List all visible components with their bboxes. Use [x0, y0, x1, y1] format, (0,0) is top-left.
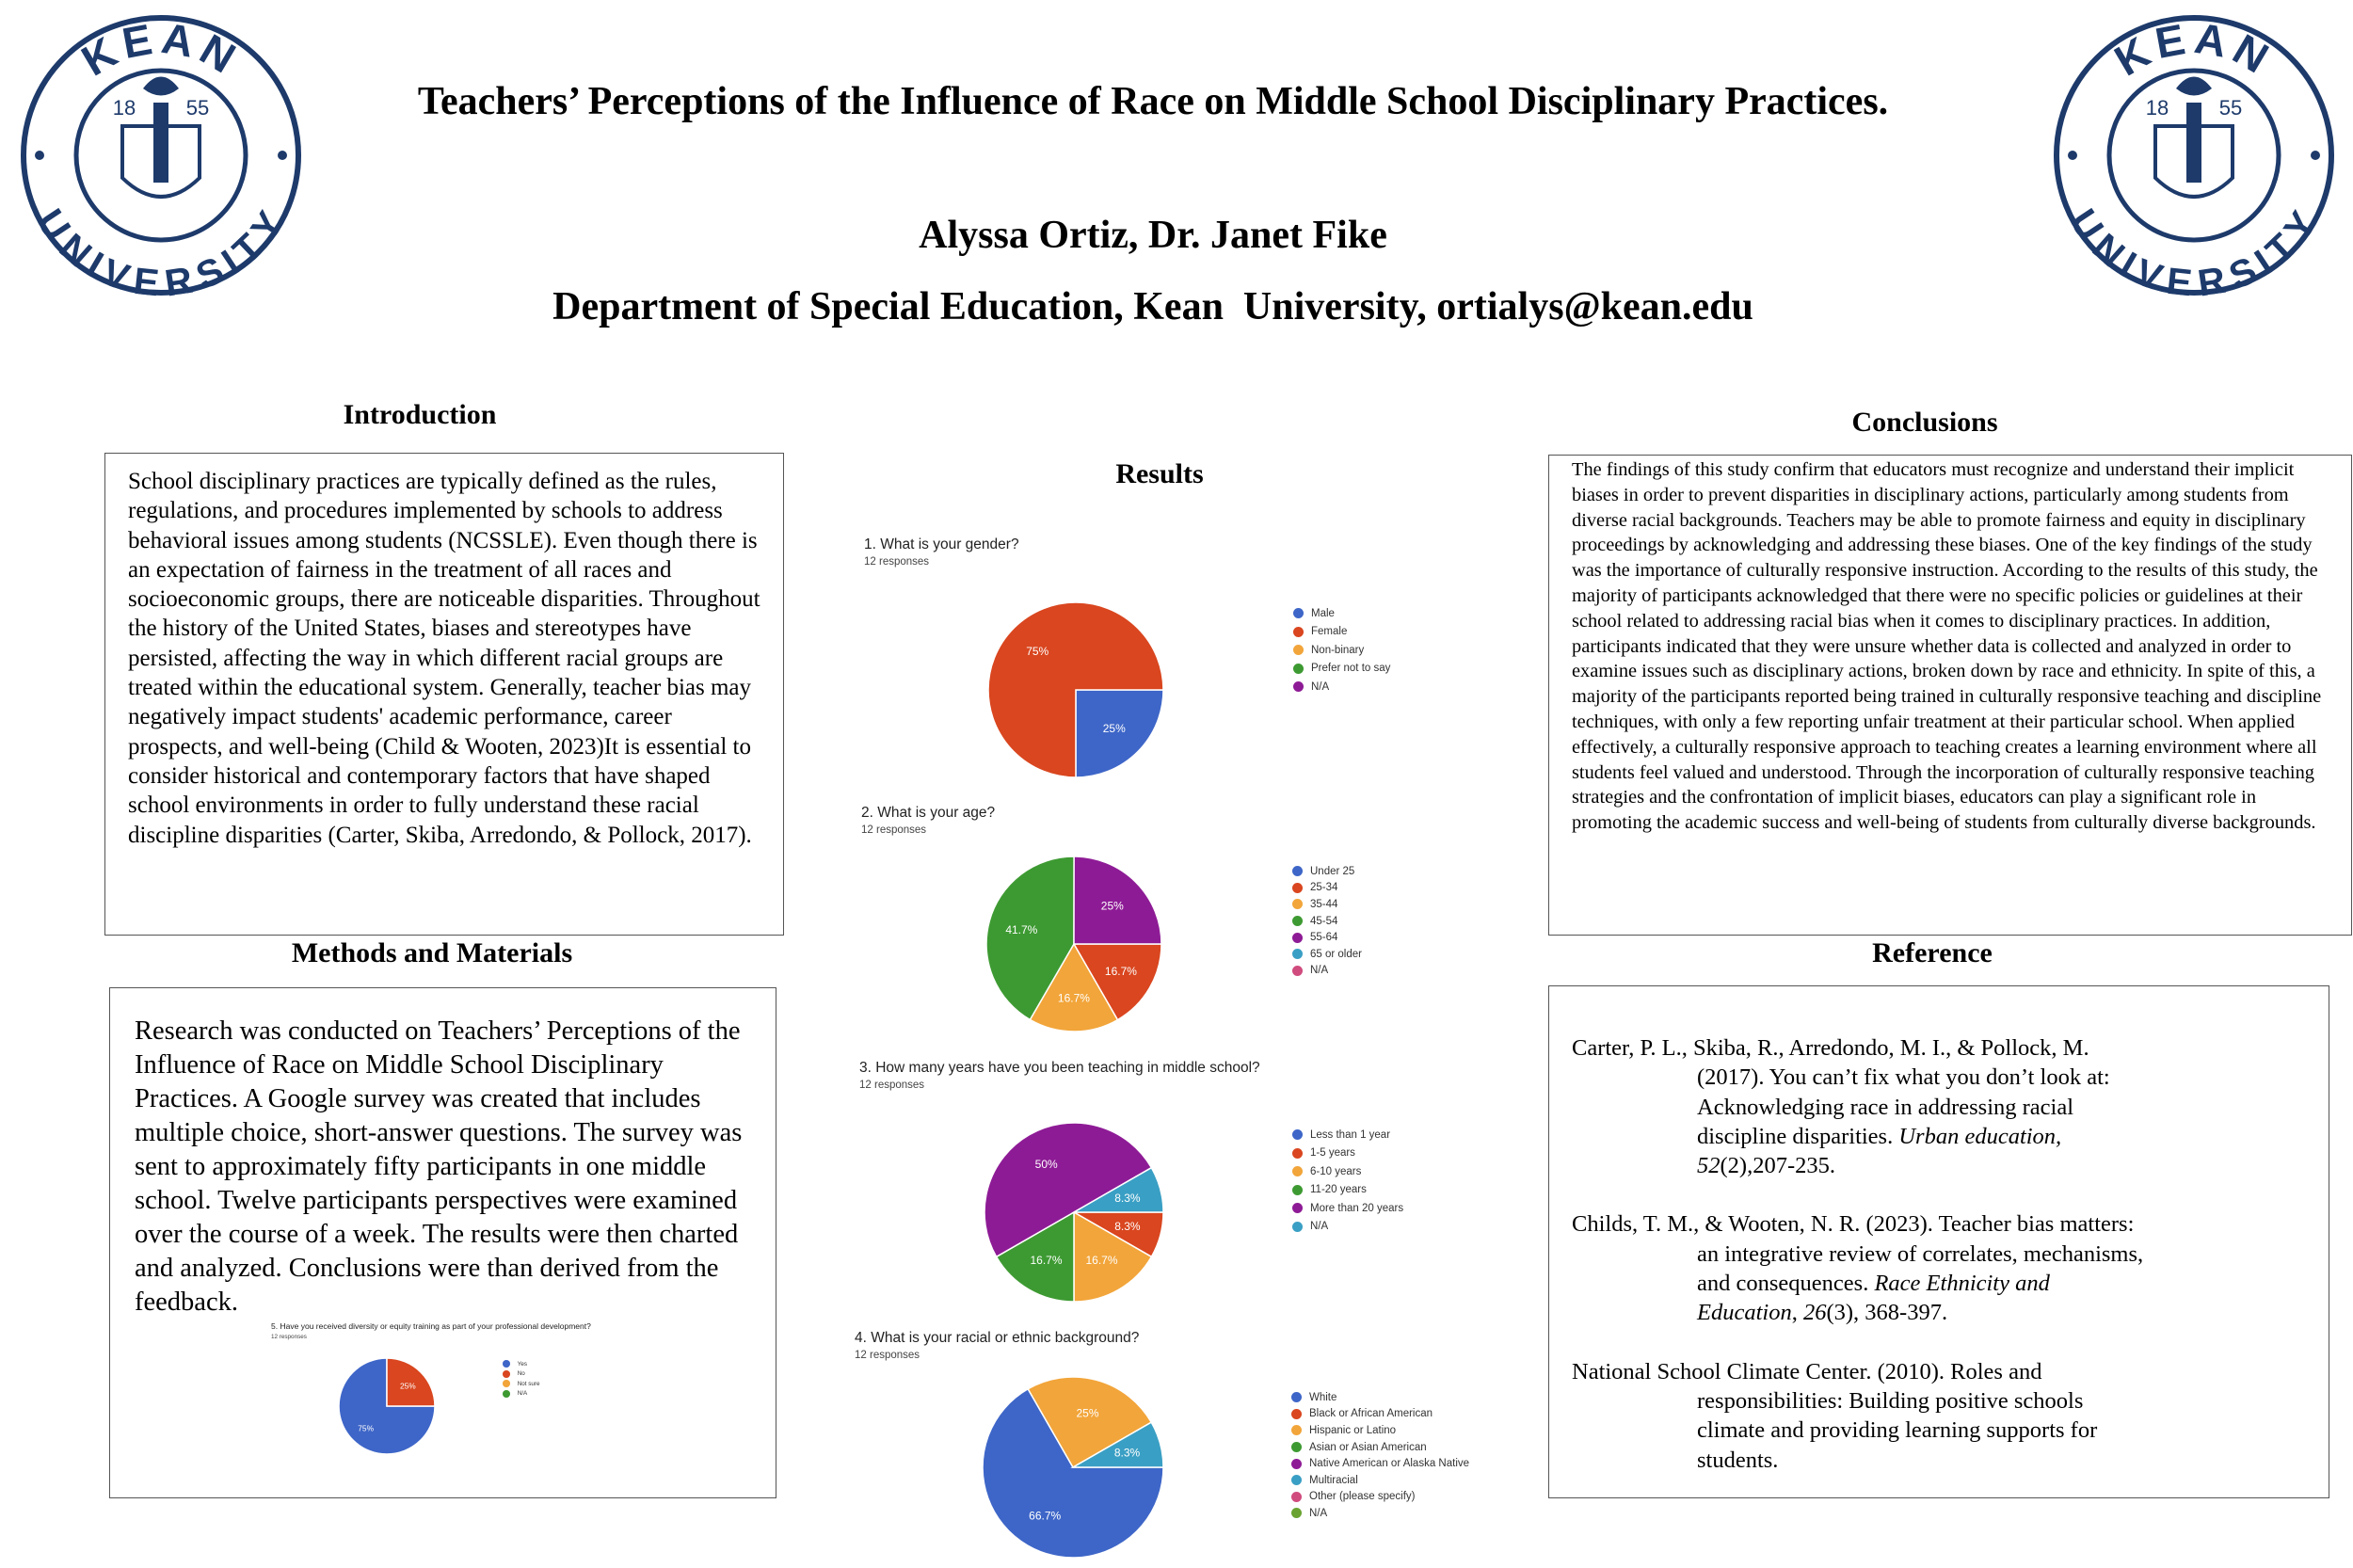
kean-university-logo-right — [2052, 13, 2336, 297]
legend-swatch-icon — [1291, 1425, 1302, 1435]
legend-item — [1293, 678, 1390, 696]
legend-label: Under 25 — [1310, 865, 1355, 877]
legend-swatch-icon — [1291, 1475, 1302, 1485]
conclusions-heading: Conclusions — [1851, 407, 1998, 438]
legend-item — [1292, 963, 1362, 980]
legend-item — [1291, 1422, 1469, 1439]
pie-slice-label: 25% — [1076, 1406, 1099, 1420]
legend-label: Native American or Alaska Native — [1309, 1458, 1470, 1470]
poster-authors: Alyssa Ortiz, Dr. Janet Fike — [919, 214, 1387, 257]
chart-q3 — [859, 1060, 1404, 1267]
legend-item — [1292, 946, 1362, 963]
pie-chart — [271, 1321, 444, 1464]
legend-item — [1291, 1406, 1469, 1423]
chart-q2 — [861, 805, 1362, 1005]
pie-slice-label: 16.7% — [1104, 964, 1137, 978]
legend-swatch-icon — [503, 1380, 510, 1387]
pie-slice-label: 16.7% — [1085, 1253, 1118, 1267]
pie-slice-label: 75% — [358, 1423, 375, 1433]
legend-item — [1292, 863, 1362, 880]
pie-slice-label: 25% — [399, 1381, 416, 1391]
legend-item — [1292, 929, 1362, 946]
introduction-heading: Introduction — [343, 399, 497, 430]
legend-label: N/A — [517, 1390, 528, 1398]
legend-swatch-icon — [1291, 1459, 1302, 1469]
legend-item — [1291, 1455, 1469, 1472]
legend-swatch-icon — [1292, 916, 1303, 926]
legend-swatch-icon — [1291, 1442, 1302, 1452]
chart-legend — [1292, 863, 1362, 979]
legend-swatch-icon — [1292, 933, 1303, 943]
svg-text:18: 18 — [112, 96, 136, 120]
chart-legend — [503, 1359, 540, 1399]
legend-swatch-icon — [1293, 627, 1304, 637]
chart-question: 5. Have you received diversity or equity training as part of your professional development? — [271, 1321, 591, 1331]
kean-university-logo-left — [19, 13, 303, 297]
legend-swatch-icon — [503, 1370, 510, 1378]
legend-item — [1291, 1489, 1469, 1506]
legend-swatch-icon — [503, 1360, 510, 1368]
legend-label: Female — [1311, 626, 1348, 638]
legend-swatch-icon — [1293, 681, 1304, 692]
legend-label: Male — [1311, 607, 1335, 619]
legend-label: 65 or older — [1310, 948, 1362, 960]
pie-chart — [861, 805, 1171, 1041]
legend-item — [1291, 1439, 1469, 1456]
svg-text:KEAN: KEAN — [2105, 13, 2282, 86]
svg-text:55: 55 — [2218, 96, 2243, 120]
legend-swatch-icon — [1292, 1148, 1303, 1159]
legend-item — [1292, 896, 1362, 913]
legend-item — [1291, 1472, 1469, 1489]
reference-heading: Reference — [1872, 937, 1993, 968]
legend-swatch-icon — [1292, 1185, 1303, 1195]
legend-swatch-icon — [1292, 1166, 1303, 1176]
reference-list — [1572, 1033, 2146, 1504]
legend-item — [1292, 1181, 1403, 1200]
legend-label: Black or African American — [1309, 1408, 1433, 1420]
svg-text:KEAN: KEAN — [72, 13, 249, 86]
reference-box — [1548, 985, 2329, 1498]
legend-label: Prefer not to say — [1311, 663, 1391, 675]
pie-slice-label: 8.3% — [1114, 1220, 1141, 1234]
chart-response-count: 12 responses — [864, 556, 930, 568]
legend-swatch-icon — [1292, 1129, 1303, 1140]
reference-item: Childs, T. M., & Wooten, N. R. (2023). Teacher bias matters: an integrative review of correlates, mechanisms, and consequences. Race Ethnicity and Education, 26(3), 368-397. — [1572, 1211, 2144, 1326]
chart-question: 1. What is your gender? — [864, 536, 1019, 552]
methods-heading: Methods and Materials — [291, 937, 573, 968]
legend-label: Non-binary — [1311, 644, 1365, 656]
pie-slice-label: 50% — [1034, 1157, 1058, 1171]
legend-label: 6-10 years — [1310, 1165, 1362, 1177]
pie-chart — [859, 1060, 1173, 1311]
legend-swatch-icon — [1293, 608, 1304, 618]
legend-label: Hispanic or Latino — [1309, 1424, 1397, 1436]
results-heading: Results — [1115, 458, 1204, 489]
legend-swatch-icon — [1292, 1222, 1303, 1232]
chart-response-count: 12 responses — [271, 1334, 307, 1340]
legend-label: Less than 1 year — [1310, 1128, 1391, 1141]
svg-text:18: 18 — [2145, 96, 2169, 120]
legend-item — [503, 1359, 540, 1369]
legend-label: N/A — [1310, 965, 1329, 977]
chart-response-count: 12 responses — [859, 1080, 925, 1091]
legend-item — [1293, 604, 1390, 623]
legend-item — [503, 1369, 540, 1380]
legend-label: White — [1309, 1391, 1337, 1403]
methods-text: Research was conducted on Teachers’ Perceptions of the Influence of Race on Middle School Disciplinary Practices. A Google survey was created that includes multiple choice, short-answer questions. The survey was sent to approximately fifty participants in one middle school. Twelve participants perspectives were examined over the course of a week. The results were then charted and analyzed. Conclusions were than derived from the feedback. — [135, 1016, 743, 1317]
legend-label: No — [517, 1370, 525, 1378]
pie-slice-label: 25% — [1102, 721, 1126, 735]
pie-slice-label: 16.7% — [1057, 991, 1090, 1005]
legend-label: Not sure — [517, 1380, 540, 1387]
pie-chart — [855, 1330, 1173, 1567]
legend-label: N/A — [1311, 680, 1330, 693]
legend-item — [1291, 1505, 1469, 1522]
reference-item: National School Climate Center. (2010). Roles and responsibilities: Building positive schools climate and providing learning supports for students. — [1572, 1358, 2098, 1473]
legend-label: Multiracial — [1309, 1474, 1358, 1486]
legend-swatch-icon — [1293, 664, 1304, 674]
legend-item — [1292, 1218, 1403, 1237]
pie-slice-label: 75% — [1026, 645, 1049, 659]
legend-swatch-icon — [1292, 949, 1303, 959]
legend-swatch-icon — [1291, 1508, 1302, 1518]
pie-chart — [864, 536, 1173, 787]
poster-department: Department of Special Education, Kean University, ortialys@kean.edu — [552, 285, 1753, 328]
legend-label: N/A — [1309, 1507, 1328, 1519]
legend-label: More than 20 years — [1310, 1202, 1404, 1214]
chart-response-count: 12 responses — [855, 1350, 920, 1361]
poster-title: Teachers’ Perceptions of the Influence of Race on Middle School Disciplinary Practices. — [417, 80, 1889, 123]
pie-slice-label: 16.7% — [1030, 1253, 1063, 1267]
svg-text:UNIVERSITY: UNIVERSITY — [2061, 201, 2327, 297]
pie-slice-label: 25% — [1100, 899, 1124, 913]
conclusions-text: The findings of this study confirm that educators must recognize and understand their implicit biases in order to prevent disparities in disciplinary actions, particularly among students from diverse racial backgrounds. Teachers may be able to promote fairness and equity in disciplinary proceedings by acknowledging and addressing these biases. One of the key findings of the study was the importance of culturally responsive instruction. According to the results of this study, the majority of participants acknowledged that there were no specific policies or guidelines at their school related to addressing racial bias when it comes to disciplinary practices. In addition, participants indicated that they were unsure whether data is collected and analyzed in order to examine issues such as disciplinary actions, broken down by race and ethnicity. In spite of this, a majority of the participants reported being trained in culturally responsive teaching and discipline techniques, with only a few reporting unfair treatment at their particular school. When applied effectively, a culturally responsive approach to teaching creates a learning environment where all students feel valued and understood. Through the incorporation of culturally responsive teaching strategies and the confrontation of implicit biases, educators can play a significant role in promoting the academic success and well-being of students from culturally diverse backgrounds. — [1572, 459, 2322, 834]
chart-legend — [1292, 1126, 1403, 1236]
chart-q4 — [855, 1330, 1470, 1523]
legend-item — [1292, 880, 1362, 897]
chart-question: 2. What is your age? — [861, 805, 996, 821]
chart-legend — [1291, 1389, 1469, 1522]
legend-item — [503, 1379, 540, 1389]
legend-swatch-icon — [1292, 883, 1303, 893]
legend-item — [1292, 913, 1362, 930]
legend-label: 45-54 — [1310, 915, 1338, 927]
chart-q1 — [864, 536, 1391, 735]
legend-swatch-icon — [1292, 1203, 1303, 1213]
legend-swatch-icon — [1292, 966, 1303, 976]
legend-item — [1293, 660, 1390, 679]
legend-label: 35-44 — [1310, 898, 1338, 910]
legend-label: Asian or Asian American — [1309, 1441, 1427, 1453]
pie-slice-label: 8.3% — [1114, 1191, 1141, 1205]
legend-label: 55-64 — [1310, 932, 1338, 944]
legend-label: 1-5 years — [1310, 1147, 1355, 1160]
reference-item: Carter, P. L., Skiba, R., Arredondo, M. I., & Pollock, M. (2017). You can’t fix what you don’t look at: Acknowledging race in addressing racial discipline disparities. Urban education, 52(2),207-235. — [1572, 1035, 2110, 1179]
chart-question: 3. How many years have you been teaching in middle school? — [859, 1060, 1260, 1076]
legend-label: 11-20 years — [1310, 1184, 1367, 1196]
legend-item — [1292, 1199, 1403, 1218]
legend-item — [1292, 1162, 1403, 1181]
legend-item — [1291, 1389, 1469, 1406]
legend-swatch-icon — [1293, 645, 1304, 655]
chart-response-count: 12 responses — [861, 824, 927, 836]
legend-swatch-icon — [1291, 1392, 1302, 1402]
legend-label: N/A — [1310, 1221, 1329, 1233]
chart-legend — [1293, 604, 1390, 696]
svg-text:UNIVERSITY: UNIVERSITY — [28, 201, 294, 297]
legend-label: Yes — [517, 1360, 527, 1368]
legend-swatch-icon — [1291, 1409, 1302, 1419]
legend-item — [1292, 1126, 1403, 1144]
legend-swatch-icon — [1292, 866, 1303, 876]
legend-swatch-icon — [1292, 899, 1303, 909]
conclusions-box — [1548, 455, 2352, 936]
legend-label: Other (please specify) — [1309, 1491, 1416, 1503]
introduction-text: School disciplinary practices are typically defined as the rules, regulations, and procedures implemented by schools to address behavioral issues among students (NCSSLE). Even though there is an expectation of fairness in the treatment of all races and socioeconomic groups, there are noticeable disparities. Throughout the history of the United States, biases and stereotypes have persisted, affecting the way in which different racial groups are treated within the educational system. Generally, teacher bias may negatively impact students' academic performance, career prospects, and well-being (Child & Wooten, 2023)It is essential to consider historical and contemporary factors that have shaped school environments in order to fully understand these racial discipline disparities (Carter, Skiba, Arredondo, & Pollock, 2017). — [128, 469, 760, 848]
legend-item — [1293, 641, 1390, 660]
legend-item — [1293, 623, 1390, 642]
introduction-box — [104, 453, 784, 936]
pie-slice-label: 41.7% — [1005, 922, 1038, 936]
svg-text:55: 55 — [185, 96, 210, 120]
legend-label: 25-34 — [1310, 882, 1338, 894]
chart-q5 — [271, 1321, 591, 1433]
pie-slice-label: 8.3% — [1113, 1446, 1141, 1460]
legend-swatch-icon — [503, 1390, 510, 1398]
legend-swatch-icon — [1291, 1492, 1302, 1502]
chart-question: 4. What is your racial or ethnic background? — [855, 1330, 1140, 1346]
legend-item — [503, 1389, 540, 1400]
legend-item — [1292, 1144, 1403, 1163]
pie-slice-label: 66.7% — [1029, 1509, 1062, 1523]
